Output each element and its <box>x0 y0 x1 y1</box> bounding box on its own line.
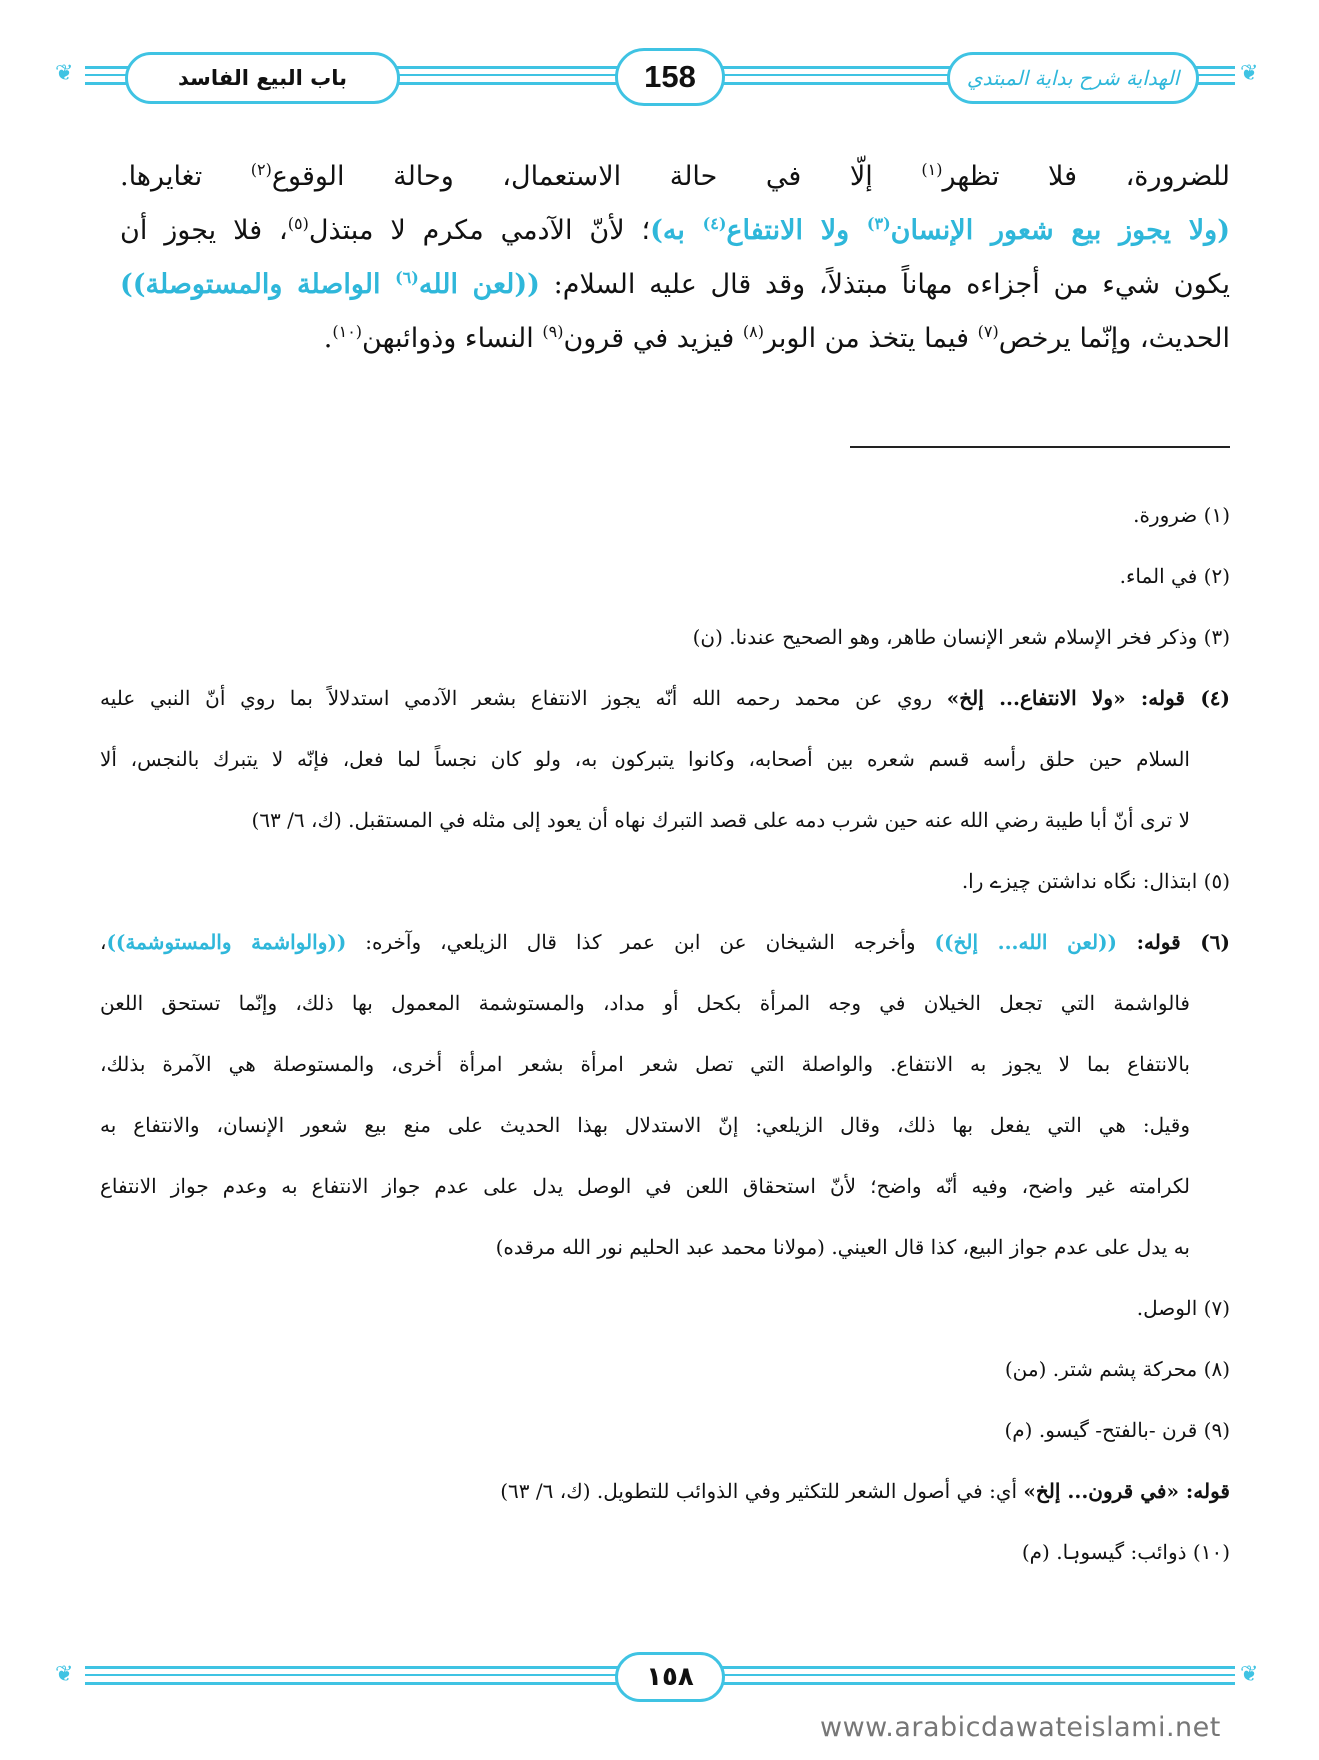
hadith-text: الواصلة والمستوصلة)) <box>120 269 396 300</box>
footnote-ref: (٦) <box>395 268 419 287</box>
ornament-right-icon: ❦ <box>1240 61 1259 86</box>
footnote-6-line-6: به يدل على عدم جواز البيع، كذا قال العيني. (مولانا محمد عبد الحليم نور الله مرقده) <box>495 1235 1190 1259</box>
text-run: تغايرها. <box>120 161 251 192</box>
text-run: فيزيد في قرون <box>563 323 743 354</box>
page-number: 158 <box>644 59 696 94</box>
footnote-4-line-2: السلام حين حلق رأسه قسم شعره بين أصحابه، وكانوا يتبركون به، ولو كان نجساً لما فعل، فإنّه لا يتبرك بالنجس، ألا <box>100 747 1190 771</box>
footnote-9: (٩) قرن -بالفتح- گيسو. (م) <box>1004 1418 1230 1442</box>
text-run: يكون شيء من أجزاءه مهاناً مبتذلاً، وقد قال عليه السلام: <box>539 269 1230 300</box>
footnote-7: (٧) الوصل. <box>1136 1296 1230 1320</box>
page-footer <box>55 1650 1265 1710</box>
footnote-label: (٦) قوله: <box>1117 930 1230 954</box>
footnote-2: (٢) في الماء. <box>1119 564 1230 588</box>
footnote-text: ، <box>100 930 107 954</box>
footnote-ref: (٧) <box>977 322 999 341</box>
matn-text: (ولا يجوز بيع شعور الإنسان <box>890 215 1231 246</box>
chapter-title-box <box>125 52 400 104</box>
footnote-label: قوله: «في قرون... إلخ» <box>1023 1479 1230 1503</box>
footnote-ref: (٥) <box>287 214 309 233</box>
footnote-6-line-4: وقيل: هي التي يفعل بها ذلك، وقال الزيلعي: إنّ الاستدلال بهذا الحديث على منع بيع شعور الإنسان، والانتفاع به <box>100 1113 1190 1137</box>
book-title: الهداية شرح بداية المبتدي <box>966 66 1180 90</box>
footnote-4-line-3: لا ترى أنّ أبا طيبة رضي الله عنه حين شرب دمه على قصد التبرك نهاه أن يعود إلى مثله في المستقبل. (ك، ٦/ ٦٣) <box>251 808 1190 832</box>
page-number-box <box>615 48 725 106</box>
footnote-ref: (٤) <box>702 214 727 233</box>
footnote-6-line-3: بالانتفاع بما لا يجوز به الانتفاع. والواصلة التي تصل شعر امرأة بشعر امرأة أخرى، والمستوصلة هي الآمرة بذلك، <box>100 1052 1190 1076</box>
footnote-6-line-1 <box>100 912 1230 973</box>
footnote-text: أي: في أصول الشعر للتكثير وفي الذوائب للتطويل. (ك، ٦/ ٦٣) <box>500 1479 1024 1503</box>
matn-text: به) <box>650 215 703 246</box>
hadith-text: ((لعن الله <box>418 269 540 300</box>
text-run: ؛ لأنّ الآدمي مكرم لا مبتذل <box>308 215 651 246</box>
main-text <box>120 150 1230 366</box>
text-run: إلّا في حالة الاستعمال، وحالة الوقوع <box>271 161 922 192</box>
footnote-10: (١٠) ذوائب: گيسوہا. (م) <box>1021 1540 1230 1564</box>
footnote-text: روي عن محمد رحمه الله أنّه يجوز الانتفاع بشعر الآدمي استدلالاً بما روي أنّ النبي عليه <box>100 686 947 710</box>
page-header <box>55 48 1265 106</box>
footnote-8: (٨) محركة پشم شتر. (من) <box>1004 1357 1230 1381</box>
footnote-4-line-1 <box>100 668 1230 729</box>
chapter-title: باب البيع الفاسد <box>178 66 347 90</box>
main-line-1 <box>120 150 1230 204</box>
main-line-3 <box>120 258 1230 312</box>
footnote-ref: (٢) <box>250 160 272 179</box>
ornament-left-icon: ❦ <box>55 1662 74 1687</box>
hadith-text: ((لعن الله... إلخ)) <box>934 930 1117 954</box>
footnote-1: (١) ضرورة. <box>1133 503 1230 527</box>
footnote-ref: (٩) <box>542 322 564 341</box>
footnote-ref: (٨) <box>742 322 764 341</box>
ornament-left-icon: ❦ <box>55 61 74 86</box>
footnotes <box>100 485 1230 1583</box>
footnote-label: (٤) قوله: «ولا الانتفاع... إلخ» <box>946 686 1230 710</box>
footnote-ref: (١) <box>921 160 943 179</box>
text-run: النساء وذوائبهن <box>362 323 543 354</box>
footnote-text: وأخرجه الشيخان عن ابن عمر كذا قال الزيلعي، وآخره: <box>346 930 935 954</box>
footer-page-number-box <box>615 1652 725 1702</box>
footnote-ref: (١٠) <box>332 322 363 341</box>
matn-text: ولا الانتفاع <box>726 215 867 246</box>
main-line-2 <box>120 204 1230 258</box>
footnote-9-note <box>100 1461 1230 1522</box>
text-run: الحديث، وإنّما يرخص <box>998 323 1230 354</box>
text-run: للضرورة، فلا تظهر <box>942 161 1230 192</box>
hadith-text: ((والواشمة والمستوشمة)) <box>106 930 347 954</box>
footer-page-number: ١٥٨ <box>646 1662 694 1692</box>
footnote-5: (٥) ابتذال: نگاه نداشتن چيزے را. <box>961 869 1230 893</box>
footnote-6-line-5: لكرامته غير واضح، وفيه أنّه واضح؛ لأنّ استحقاق اللعن في الوصل يدل على عدم جواز الانتفاع به وعدم جواز الانتفاع <box>100 1174 1190 1198</box>
book-title-box <box>947 52 1199 104</box>
footnote-6-line-2: فالواشمة التي تجعل الخيلان في وجه المرأة بكحل أو مداد، والمستوشمة المعمول بها ذلك، وإنّما تستحق اللعن <box>100 991 1190 1015</box>
text-run: فيما يتخذ من الوبر <box>764 323 978 354</box>
footnote-3: (٣) وذكر فخر الإسلام شعر الإنسان طاهر، وهو الصحيح عندنا. (ن) <box>692 625 1230 649</box>
footnote-separator <box>850 446 1230 448</box>
ornament-right-icon: ❦ <box>1240 1662 1259 1687</box>
main-line-4 <box>120 312 1230 366</box>
text-run: . <box>323 323 333 354</box>
footnote-ref: (٣) <box>866 214 891 233</box>
text-run: ، فلا يجوز أن <box>120 215 288 246</box>
website-url: www.arabicdawateislami.net <box>820 1712 1221 1743</box>
